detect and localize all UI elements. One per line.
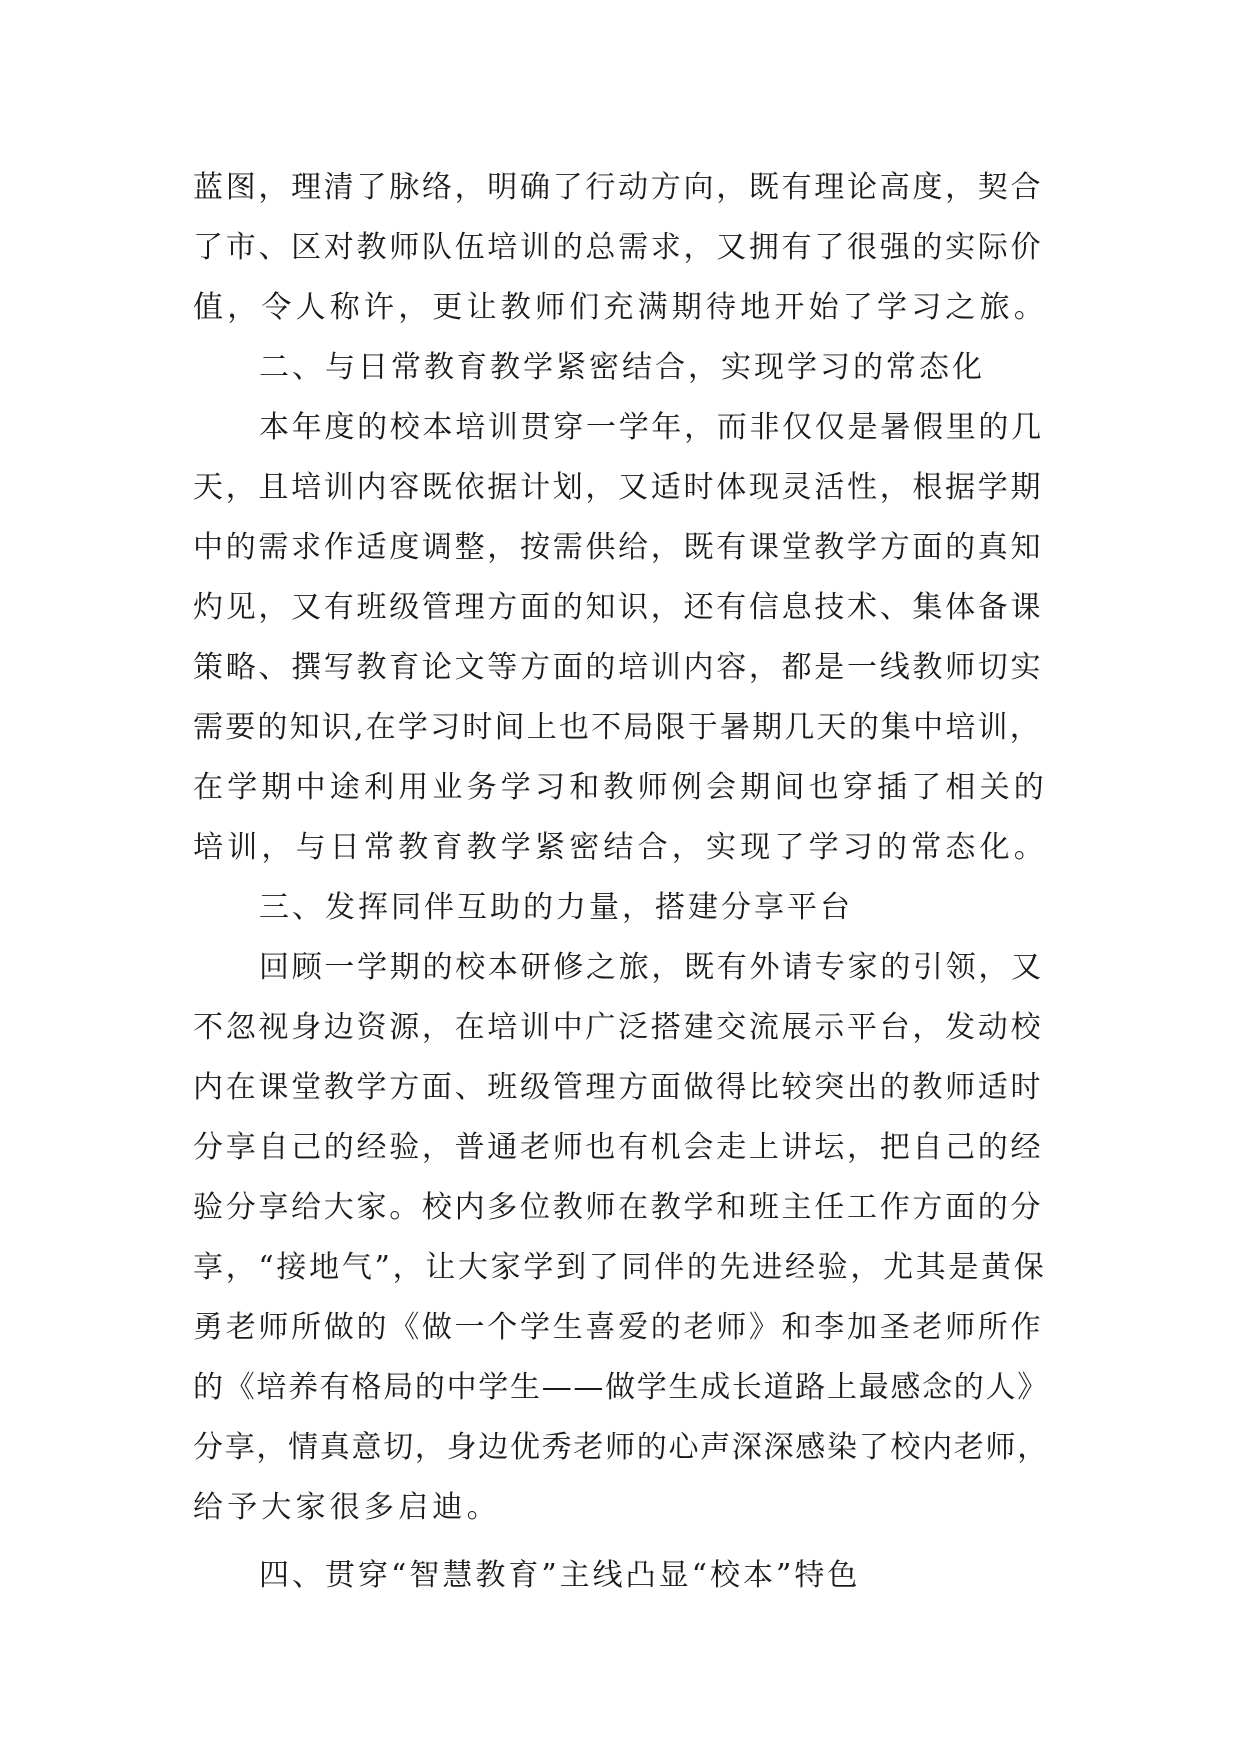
text-line: 蓝图，理清了脉络，明确了行动方向，既有理论高度，契合 <box>193 170 1044 205</box>
text-line: 培训，与日常教育教学紧密结合，实现了学习的常态化。 <box>193 830 1048 865</box>
paragraph-start: 本年度的校本培训贯穿一学年，而非仅仅是暑假里的几 <box>259 410 1044 445</box>
text-line: 策略、撰写教育论文等方面的培训内容，都是一线教师切实 <box>193 650 1044 685</box>
text-line: 勇老师所做的《做一个学生喜爱的老师》和李加圣老师所作 <box>193 1310 1044 1345</box>
text-line: 的《培养有格局的中学生——做学生成长道路上最感念的人》 <box>193 1370 1049 1405</box>
text-line: 享，“接地气”，让大家学到了同伴的先进经验，尤其是黄保 <box>193 1250 1047 1285</box>
text-line: 内在课堂教学方面、班级管理方面做得比较突出的教师适时 <box>193 1070 1044 1105</box>
text-line: 值，令人称许，更让教师们充满期待地开始了学习之旅。 <box>193 290 1048 325</box>
section-heading-3: 三、发挥同伴互助的力量，搭建分享平台 <box>259 890 853 925</box>
document-body <box>193 158 1053 1606</box>
section-heading-2: 二、与日常教育教学紧密结合，实现学习的常态化 <box>259 350 985 385</box>
text-line: 给予大家很多启迪。 <box>193 1490 501 1525</box>
text-line: 需要的知识,在学习时间上也不局限于暑期几天的集中培训， <box>193 710 1042 745</box>
text-line: 中的需求作适度调整，按需供给，既有课堂教学方面的真知 <box>193 530 1044 565</box>
section-heading-4: 四、贯穿“智慧教育”主线凸显“校本”特色 <box>259 1558 861 1593</box>
text-line: 在学期中途利用业务学习和教师例会期间也穿插了相关的 <box>193 770 1048 805</box>
text-line: 了市、区对教师队伍培训的总需求，又拥有了很强的实际价 <box>193 230 1044 265</box>
paragraph-start: 回顾一学期的校本研修之旅，既有外请专家的引领，又 <box>259 950 1044 985</box>
text-line: 不忽视身边资源，在培训中广泛搭建交流展示平台，发动校 <box>193 1010 1044 1045</box>
text-line: 天，且培训内容既依据计划，又适时体现灵活性，根据学期 <box>193 470 1044 505</box>
text-line: 分享，情真意切，身边优秀老师的心声深深感染了校内老师， <box>193 1430 1049 1465</box>
text-line: 分享自己的经验，普通老师也有机会走上讲坛，把自己的经 <box>193 1130 1044 1165</box>
text-line: 灼见，又有班级管理方面的知识，还有信息技术、集体备课 <box>193 590 1044 625</box>
text-line: 验分享给大家。校内多位教师在教学和班主任工作方面的分 <box>193 1190 1044 1225</box>
